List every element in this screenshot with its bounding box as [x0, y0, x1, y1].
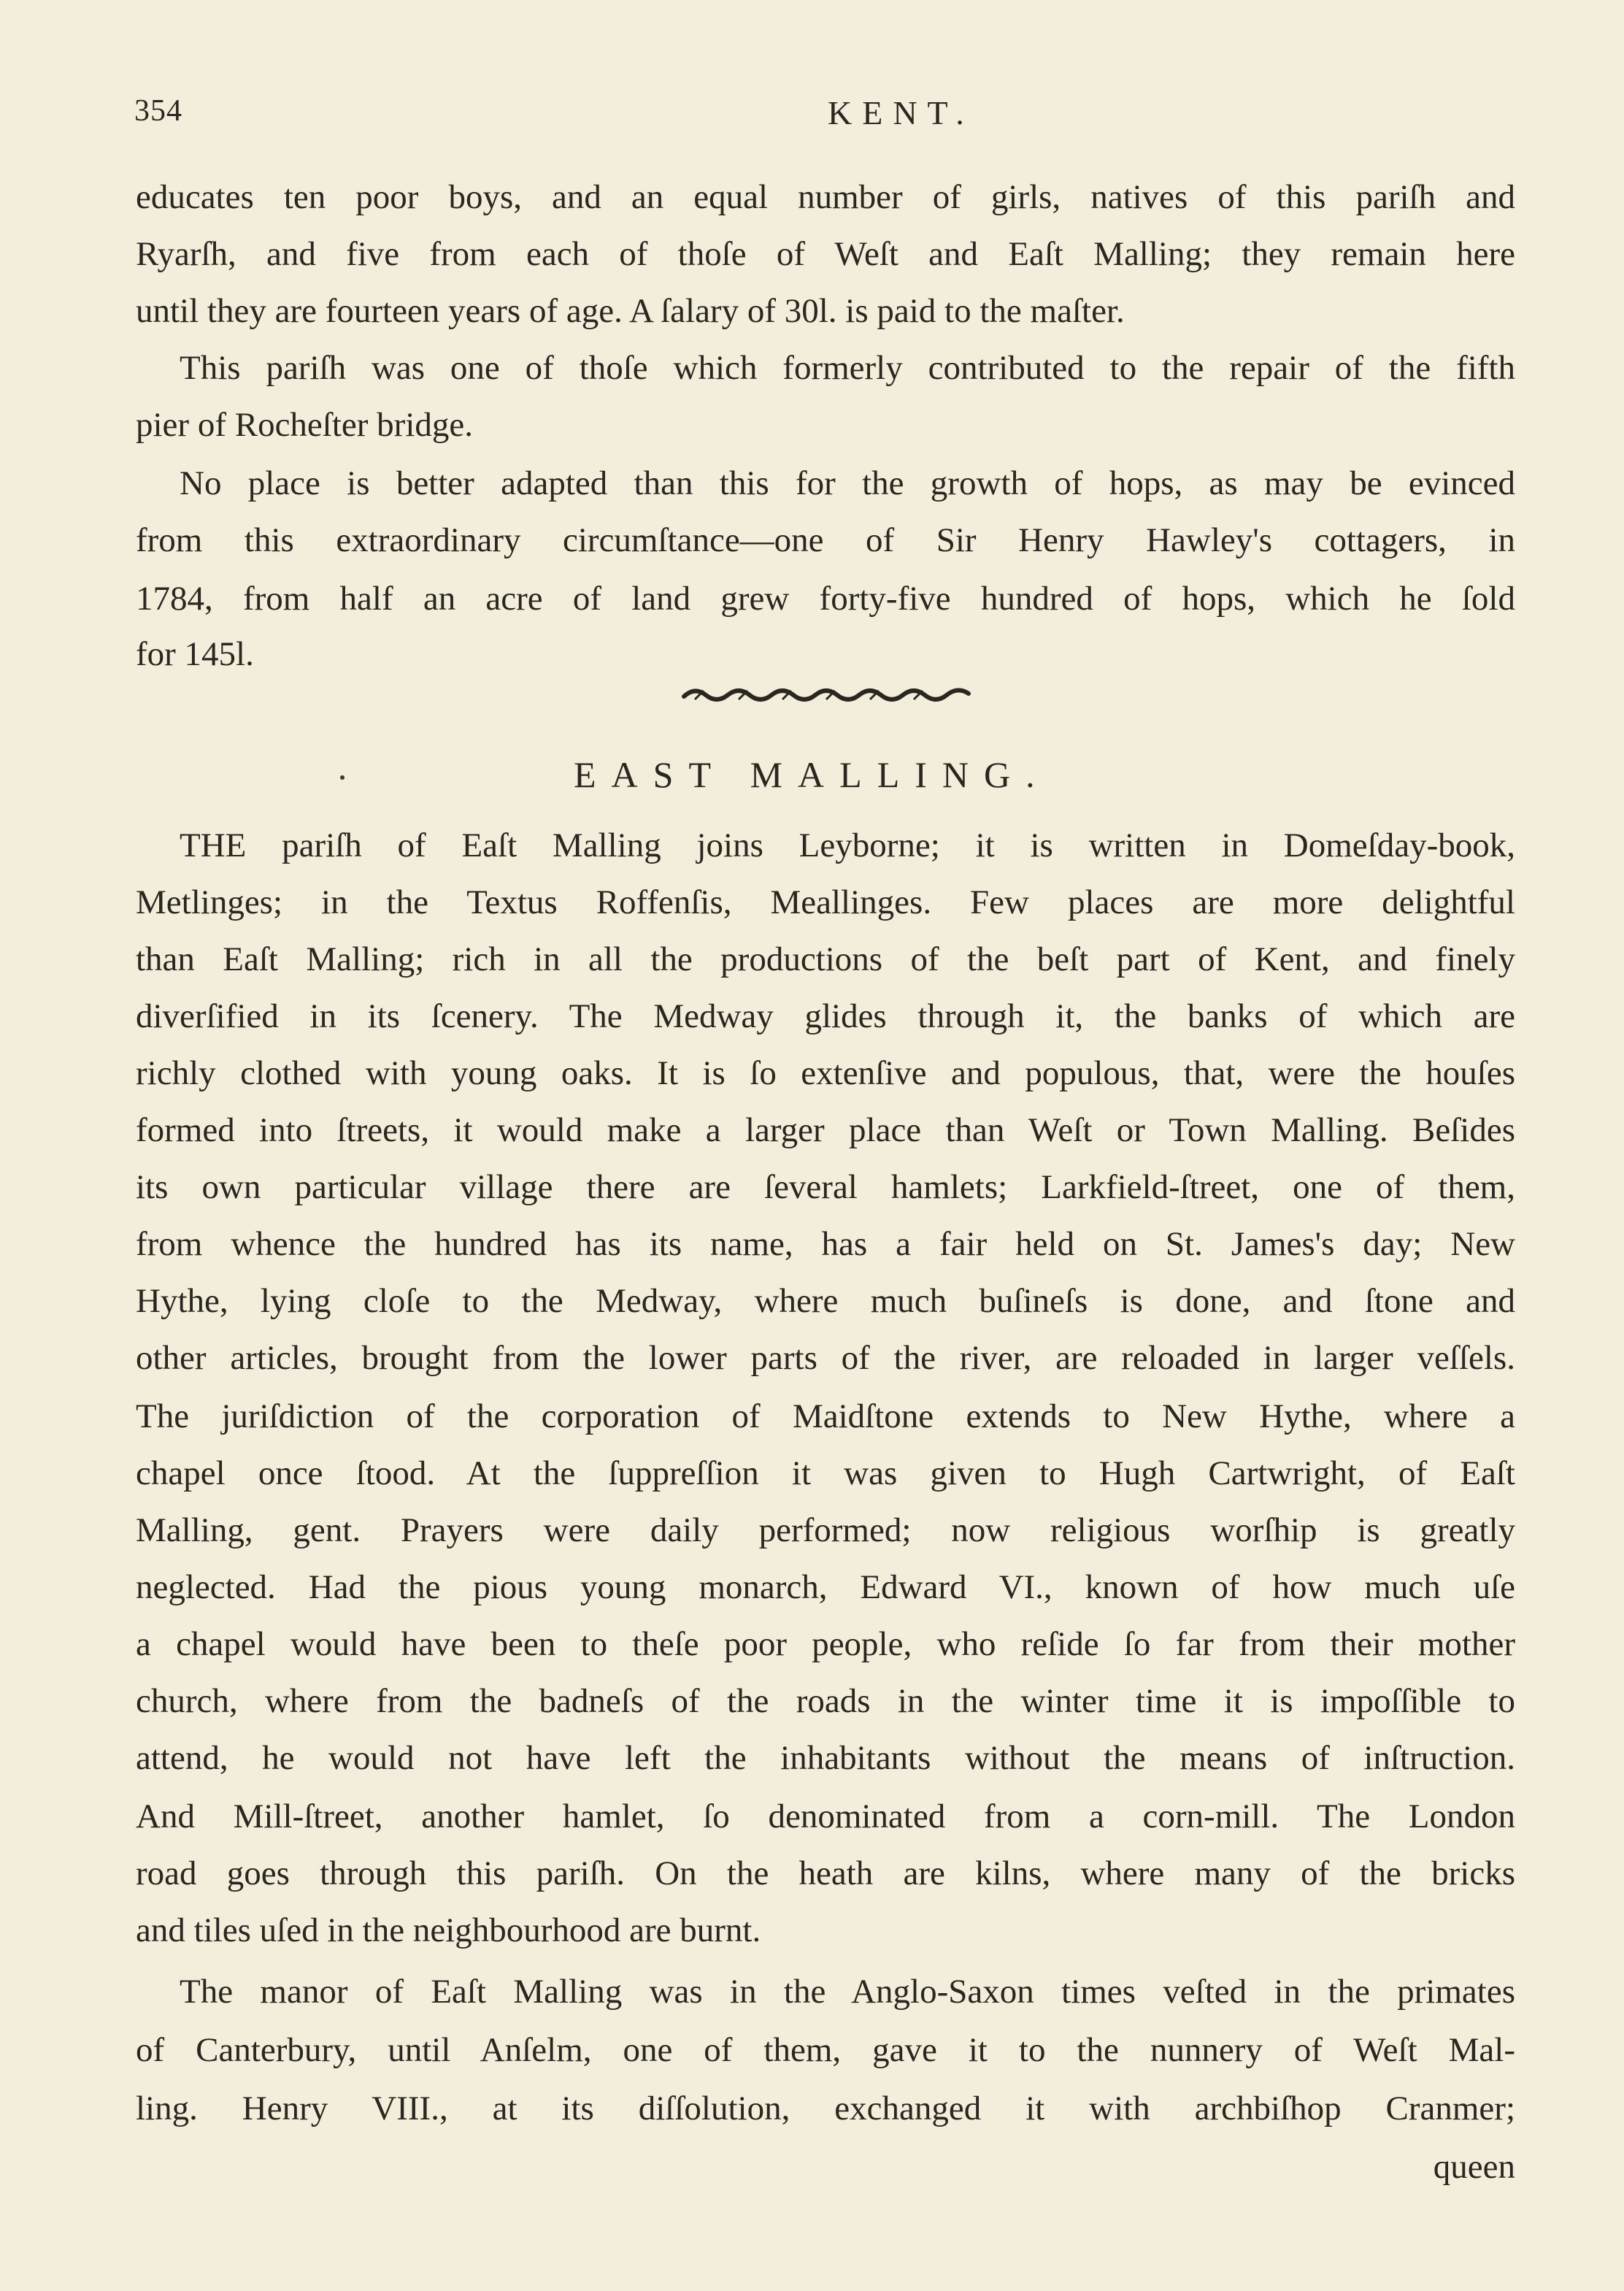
- text-line: a chapel would have been to theſe poor people, who reſide ſo far from their mother: [136, 1625, 1515, 1663]
- text-line: of Canterbury, until Anſelm, one of them, gave it to the nunnery of Weſt Mal-: [136, 2031, 1515, 2069]
- text-line: diverſified in its ſcenery. The Medway glides through it, the banks of which are: [136, 997, 1515, 1035]
- text-line: Ryarſh, and five from each of thoſe of Weſt and Eaſt Malling; they remain here: [136, 235, 1515, 273]
- text-line: Malling, gent. Prayers were daily performed; now religious worſhip is greatly: [136, 1511, 1515, 1549]
- text-line: No place is better adapted than this for the growth of hops, as may be evinced: [180, 464, 1515, 502]
- text-line: Hythe, lying cloſe to the Medway, where much buſineſs is done, and ſtone and: [136, 1282, 1515, 1320]
- text-line: formed into ſtreets, it would make a larger place than Weſt or Town Malling. Beſides: [136, 1111, 1515, 1149]
- text-line: other articles, brought from the lower parts of the river, are reloaded in larger veſſels.: [136, 1339, 1515, 1377]
- text-line: richly clothed with young oaks. It is ſo extenſive and populous, that, were the houſes: [136, 1054, 1515, 1092]
- text-line: from whence the hundred has its name, has a fair held on St. James's day; New: [136, 1225, 1515, 1263]
- running-title: KENT.: [828, 94, 974, 131]
- text-line: And Mill-ſtreet, another hamlet, ſo denominated from a corn-mill. The London: [136, 1797, 1515, 1835]
- text-line: neglected. Had the pious young monarch, Edward VI., known of how much uſe: [136, 1568, 1515, 1606]
- text-line: The manor of Eaſt Malling was in the Anglo-Saxon times veſted in the primates: [180, 1973, 1515, 2011]
- text-line: THE pariſh of Eaſt Malling joins Leyborne; it is written in Domeſday-book,: [180, 826, 1515, 864]
- text-line: attend, he would not have left the inhabitants without the means of inſtruction.: [136, 1739, 1515, 1777]
- text-line: church, where from the badneſs of the roads in the winter time it is impoſſible to: [136, 1682, 1515, 1720]
- text-line: chapel once ſtood. At the ſuppreſſion it was given to Hugh Cartwright, of Eaſt: [136, 1454, 1515, 1492]
- text-line: road goes through this pariſh. On the heath are kilns, where many of the bricks: [136, 1854, 1515, 1892]
- text-line: until they are fourteen years of age. A ſalary of 30l. is paid to the maſter.: [136, 292, 1125, 330]
- text-line: The juriſdiction of the corporation of Maidſtone extends to New Hythe, where a: [136, 1397, 1515, 1435]
- text-line: its own particular village there are ſeveral hamlets; Larkfield-ſtreet, one of them,: [136, 1168, 1515, 1206]
- page-header: [134, 93, 1521, 137]
- stray-mark: [340, 775, 345, 780]
- text-line: educates ten poor boys, and an equal number of girls, natives of this pariſh and: [136, 178, 1515, 216]
- page-number: 354: [134, 94, 182, 128]
- text-line: Metlinges; in the Textus Roffenſis, Meallinges. Few places are more delightful: [136, 883, 1515, 921]
- wave-ornament-divider: [680, 683, 972, 705]
- text-line: than Eaſt Malling; rich in all the productions of the beſt part of Kent, and finely: [136, 940, 1515, 978]
- catchword: queen: [1433, 2148, 1515, 2186]
- text-line: ling. Henry VIII., at its diſſolution, exchanged it with archbiſhop Cranmer;: [136, 2089, 1515, 2127]
- text-line: for 145l.: [136, 635, 254, 673]
- text-line: This pariſh was one of thoſe which formerly contributed to the repair of the fifth: [180, 349, 1515, 387]
- text-line: from this extraordinary circumſtance—one of Sir Henry Hawley's cottagers, in: [136, 521, 1515, 559]
- text-line: and tiles uſed in the neighbourhood are burnt.: [136, 1911, 761, 1949]
- text-line: 1784, from half an acre of land grew forty-five hundred of hops, which he ſold: [136, 580, 1515, 618]
- section-heading: EAST MALLING.: [574, 754, 1050, 795]
- text-line: pier of Rocheſter bridge.: [136, 406, 473, 444]
